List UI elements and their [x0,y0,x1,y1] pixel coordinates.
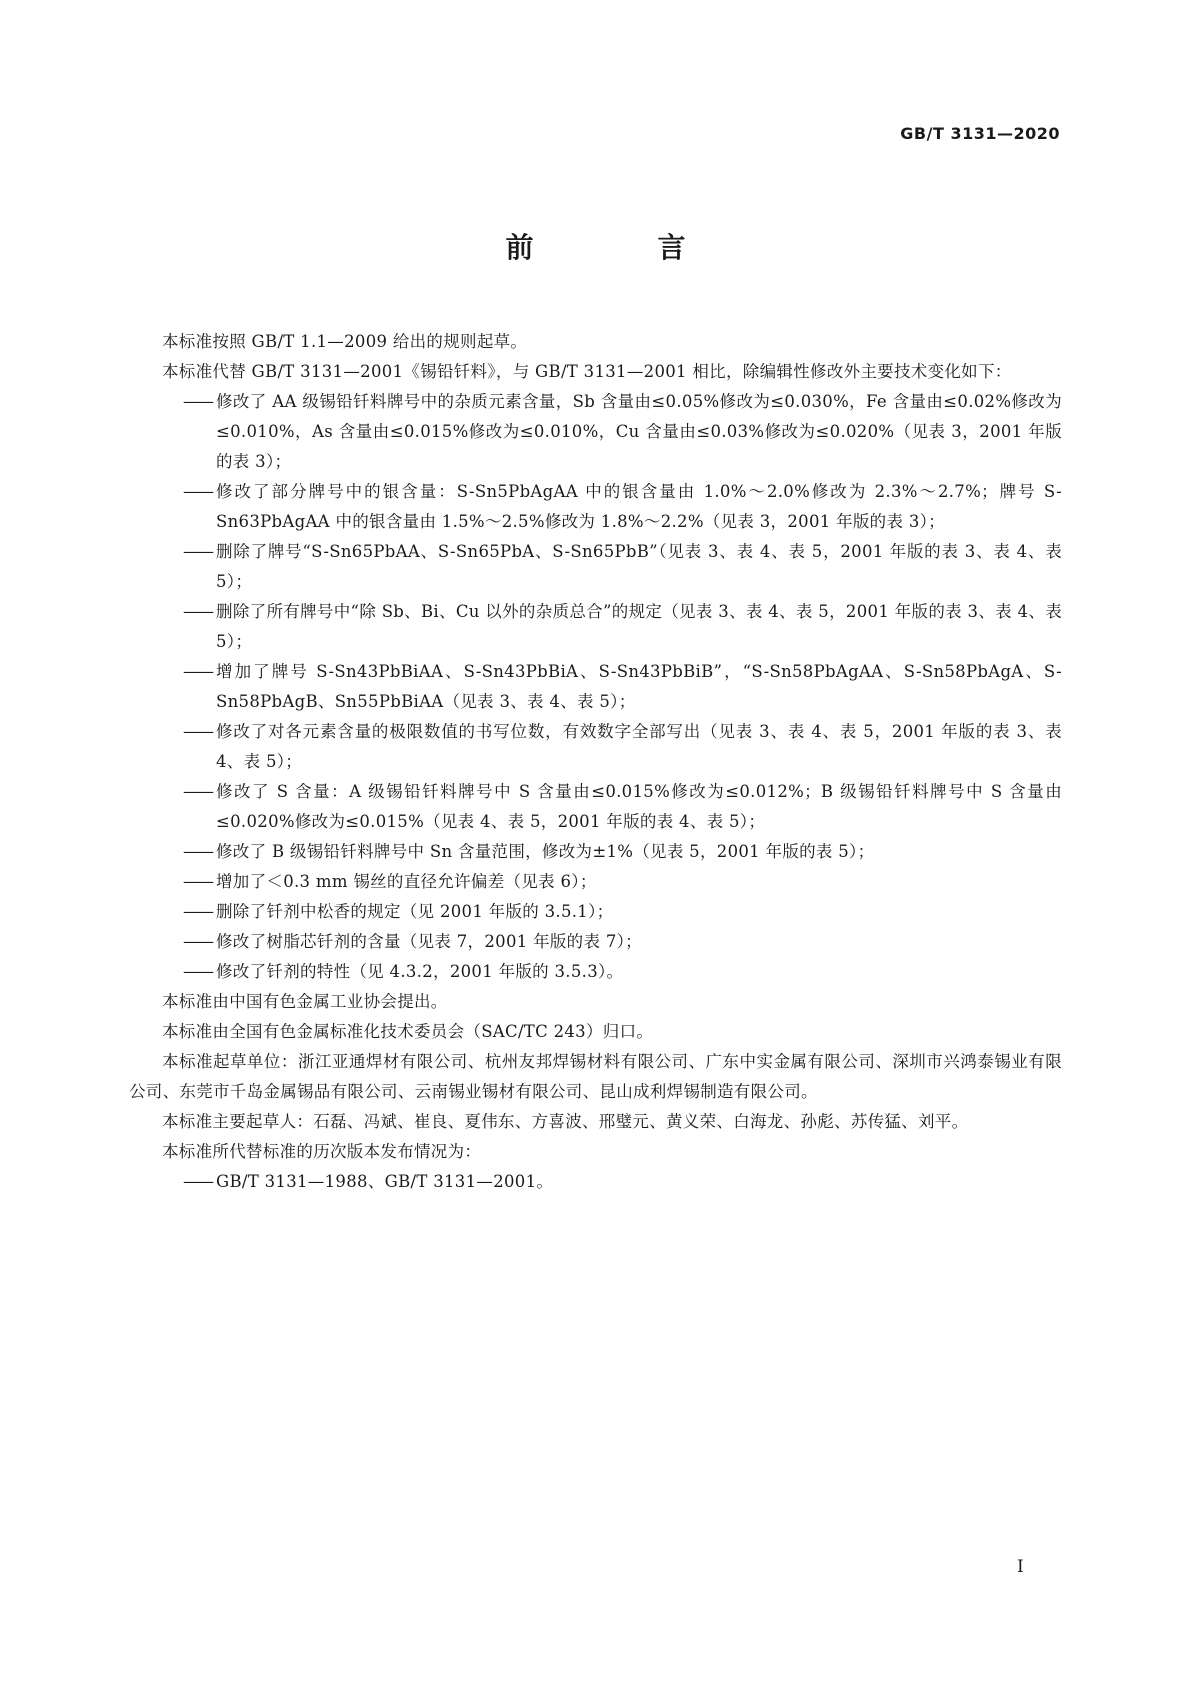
dash-marker: —— [183,902,212,921]
paragraph: 本标准所代替标准的历次版本发布情况为： [162,1142,482,1161]
dash-marker: —— [183,602,212,621]
change-item [129,657,1062,717]
history-item [129,1167,1062,1197]
change-text: 修改了对各元素含量的极限数值的书写位数，有效数字全部写出（见表 3、表 4、表 5，2001 年版的表 3、表 4、表 5）； [216,722,1062,771]
paragraph: 本标准由中国有色金属工业协会提出。 [162,992,448,1011]
change-item [129,867,1062,897]
change-text: 增加了＜0.3 mm 锡丝的直径允许偏差（见表 6）； [216,872,597,891]
paragraph: 本标准由全国有色金属标准化技术委员会（SAC/TC 243）归口。 [162,1022,654,1041]
change-text: 修改了 S 含量：A 级锡铅钎料牌号中 S 含量由≤0.015%修改为≤0.012%；B 级锡铅钎料牌号中 S 含量由≤0.020%修改为≤0.015%（见表 4、表 5，2001 年版的表 4、表 5）； [216,782,1062,831]
change-text: 删除了所有牌号中“除 Sb、Bi、Cu 以外的杂质总合”的规定（见表 3、表 4、表 5，2001 年版的表 3、表 4、表 5）； [216,602,1062,651]
change-text: 删除了钎剂中松香的规定（见 2001 年版的 3.5.1）； [216,902,614,921]
dash-marker: —— [183,932,212,951]
change-item [129,837,1062,867]
page-number: I [1017,1557,1024,1577]
document-body [129,327,1062,1197]
dash-marker: —— [183,962,212,981]
change-item [129,777,1062,837]
change-text: 修改了 B 级锡铅钎料牌号中 Sn 含量范围，修改为±1%（见表 5，2001 年版的表 5）； [216,842,875,861]
dash-marker: —— [183,842,212,861]
dash-marker: —— [183,542,212,561]
change-text: 修改了部分牌号中的银含量：S-Sn5PbAgAA 中的银含量由 1.0%～2.0%修改为 2.3%～2.7%；牌号 S-Sn63PbAgAA 中的银含量由 1.5%～2.5%修改为 1.8%～2.2%（见表 3，2001 年版的表 3）； [216,482,1062,531]
dash-marker: —— [183,872,212,891]
dash-marker: —— [183,782,212,801]
change-text: 增加了牌号 S-Sn43PbBiAA、S-Sn43PbBiA、S-Sn43PbBiB”，“S-Sn58PbAgAA、S-Sn58PbAgA、S-Sn58PbAgB、Sn55PbBiAA（见表 3、表 4、表 5）； [216,662,1062,711]
standard-number: GB/T 3131—2020 [900,124,1060,143]
paragraph: 本标准起草单位：浙江亚通焊材有限公司、杭州友邦焊锡材料有限公司、广东中实金属有限公司、深圳市兴鸿泰锡业有限公司、东莞市千岛金属锡品有限公司、云南锡业锡材有限公司、昆山成利焊锡制造有限公司。 [129,1052,1062,1101]
change-item [129,597,1062,657]
change-text: 删除了牌号“S-Sn65PbAA、S-Sn65PbA、S-Sn65PbB”（见表 3、表 4、表 5，2001 年版的表 3、表 4、表 5）； [216,542,1062,591]
change-item [129,537,1062,597]
paragraph: 本标准代替 GB/T 3131—2001《锡铅钎料》，与 GB/T 3131—2001 相比，除编辑性修改外主要技术变化如下： [162,362,1012,381]
paragraph: 本标准按照 GB/T 1.1—2009 给出的规则起草。 [162,332,528,351]
dash-marker: —— [183,662,212,681]
change-text: 修改了钎剂的特性（见 4.3.2，2001 年版的 3.5.3）。 [216,962,624,981]
change-item [129,927,1062,957]
change-item [129,717,1062,777]
change-item [129,957,1062,987]
change-item [129,477,1062,537]
dash-marker: —— [183,482,212,501]
dash-marker: —— [183,392,212,411]
page-title: 前 言 [505,231,734,264]
dash-marker: —— [183,1172,212,1191]
paragraph: 本标准主要起草人：石磊、冯斌、崔良、夏伟东、方喜波、邢璧元、黄义荣、白海龙、孙彪、苏传猛、刘平。 [162,1112,969,1131]
history-text: GB/T 3131—1988、GB/T 3131—2001。 [216,1172,554,1191]
change-text: 修改了 AA 级锡铅钎料牌号中的杂质元素含量，Sb 含量由≤0.05%修改为≤0.030%，Fe 含量由≤0.02%修改为≤0.010%，As 含量由≤0.015%修改为≤0.010%，Cu 含量由≤0.03%修改为≤0.020%（见表 3，2001 年版的表 3）； [216,392,1062,471]
change-item [129,897,1062,927]
dash-marker: —— [183,722,212,741]
change-text: 修改了树脂芯钎剂的含量（见表 7，2001 年版的表 7）； [216,932,642,951]
change-item [129,387,1062,477]
